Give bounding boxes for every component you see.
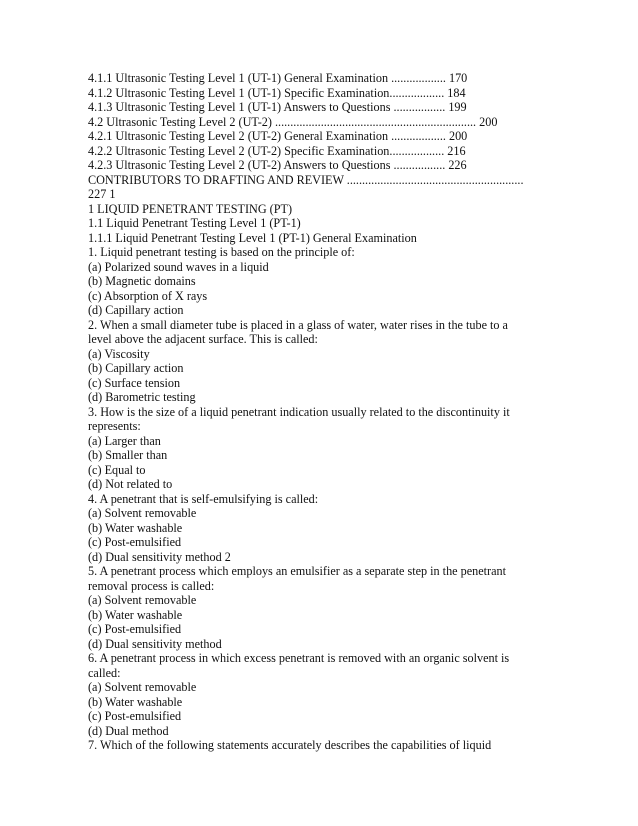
toc-entry: 4.1.1 Ultrasonic Testing Level 1 (UT-1) General Examination .................. 170	[88, 71, 468, 85]
question-3	[88, 405, 608, 492]
answer-option: (a) Solvent removable	[88, 680, 197, 694]
question-text: 5. A penetrant process which employs an emulsifier as a separate step in the penetrant	[88, 564, 506, 578]
question-1	[88, 245, 608, 318]
answer-option: (d) Barometric testing	[88, 390, 196, 404]
answer-option: (d) Not related to	[88, 477, 173, 491]
question-6	[88, 651, 608, 738]
answer-option: (c) Equal to	[88, 462, 146, 477]
toc-entry: 4.1.2 Ultrasonic Testing Level 1 (UT-1) Specific Examination.................. 184	[88, 85, 466, 100]
question-text: 2. When a small diameter tube is placed in a glass of water, water rises in the tube to a	[88, 317, 508, 332]
answer-option: (c) Post-emulsified	[88, 622, 182, 636]
answer-option: (a) Viscosity	[88, 346, 150, 361]
question-4	[88, 492, 608, 565]
subsubsection-heading: 1.1.1 Liquid Penetrant Testing Level 1 (PT-1) General Examination	[88, 230, 417, 245]
question-text: 1. Liquid penetrant testing is based on the principle of:	[88, 245, 355, 259]
section-heading: 1 LIQUID PENETRANT TESTING (PT)	[88, 201, 293, 216]
answer-option: (d) Dual method	[88, 723, 169, 738]
answer-option: (a) Larger than	[88, 433, 161, 448]
answer-option: (b) Smaller than	[88, 448, 168, 462]
answer-option: (c) Absorption of X rays	[88, 288, 208, 303]
question-text: called:	[88, 665, 121, 680]
question-2	[88, 318, 608, 405]
subsection-heading: 1.1 Liquid Penetrant Testing Level 1 (PT-1)	[88, 216, 301, 230]
answer-option: (c) Post-emulsified	[88, 709, 182, 723]
question-text: level above the adjacent surface. This is called:	[88, 332, 318, 346]
answer-option: (b) Capillary action	[88, 361, 184, 375]
answer-option: (a) Polarized sound waves in a liquid	[88, 259, 269, 274]
answer-option: (d) Capillary action	[88, 303, 184, 317]
question-text: represents:	[88, 419, 141, 433]
question-text: 3. How is the size of a liquid penetrant indication usually related to the discontinuity it	[88, 404, 510, 419]
question-text: removal process is called:	[88, 578, 215, 593]
toc-entry: 4.2.1 Ultrasonic Testing Level 2 (UT-2) General Examination .................. 200	[88, 129, 468, 143]
answer-option: (d) Dual sensitivity method 2	[88, 549, 231, 564]
document-page	[88, 71, 608, 753]
answer-option: (b) Water washable	[88, 694, 183, 709]
toc-entry: 4.2.3 Ultrasonic Testing Level 2 (UT-2) Answers to Questions ................. 226	[88, 158, 467, 172]
table-of-contents	[88, 71, 608, 202]
answer-option: (b) Water washable	[88, 520, 183, 535]
answer-option: (b) Magnetic domains	[88, 274, 196, 288]
answer-option: (a) Solvent removable	[88, 593, 197, 607]
toc-entry: 4.2.2 Ultrasonic Testing Level 2 (UT-2) Specific Examination.................. 216	[88, 143, 466, 158]
toc-entry: 4.2 Ultrasonic Testing Level 2 (UT-2) .................................................................. 200	[88, 114, 498, 129]
answer-option: (b) Water washable	[88, 607, 183, 622]
answer-option: (a) Solvent removable	[88, 506, 197, 520]
toc-entry: 4.1.3 Ultrasonic Testing Level 1 (UT-1) Answers to Questions ................. 199	[88, 100, 467, 114]
answer-option: (c) Post-emulsified	[88, 535, 182, 549]
toc-entry: CONTRIBUTORS TO DRAFTING AND REVIEW ..........................................................	[88, 172, 524, 187]
question-text: 7. Which of the following statements accurately describes the capabilities of liquid	[88, 738, 492, 752]
question-text: 6. A penetrant process in which excess penetrant is removed with an organic solvent is	[88, 651, 510, 665]
answer-option: (c) Surface tension	[88, 375, 181, 390]
answer-option: (d) Dual sensitivity method	[88, 636, 222, 651]
question-7	[88, 738, 608, 753]
question-text: 4. A penetrant that is self-emulsifying is called:	[88, 491, 319, 506]
toc-entry: 227 1	[88, 187, 116, 201]
question-5	[88, 564, 608, 651]
